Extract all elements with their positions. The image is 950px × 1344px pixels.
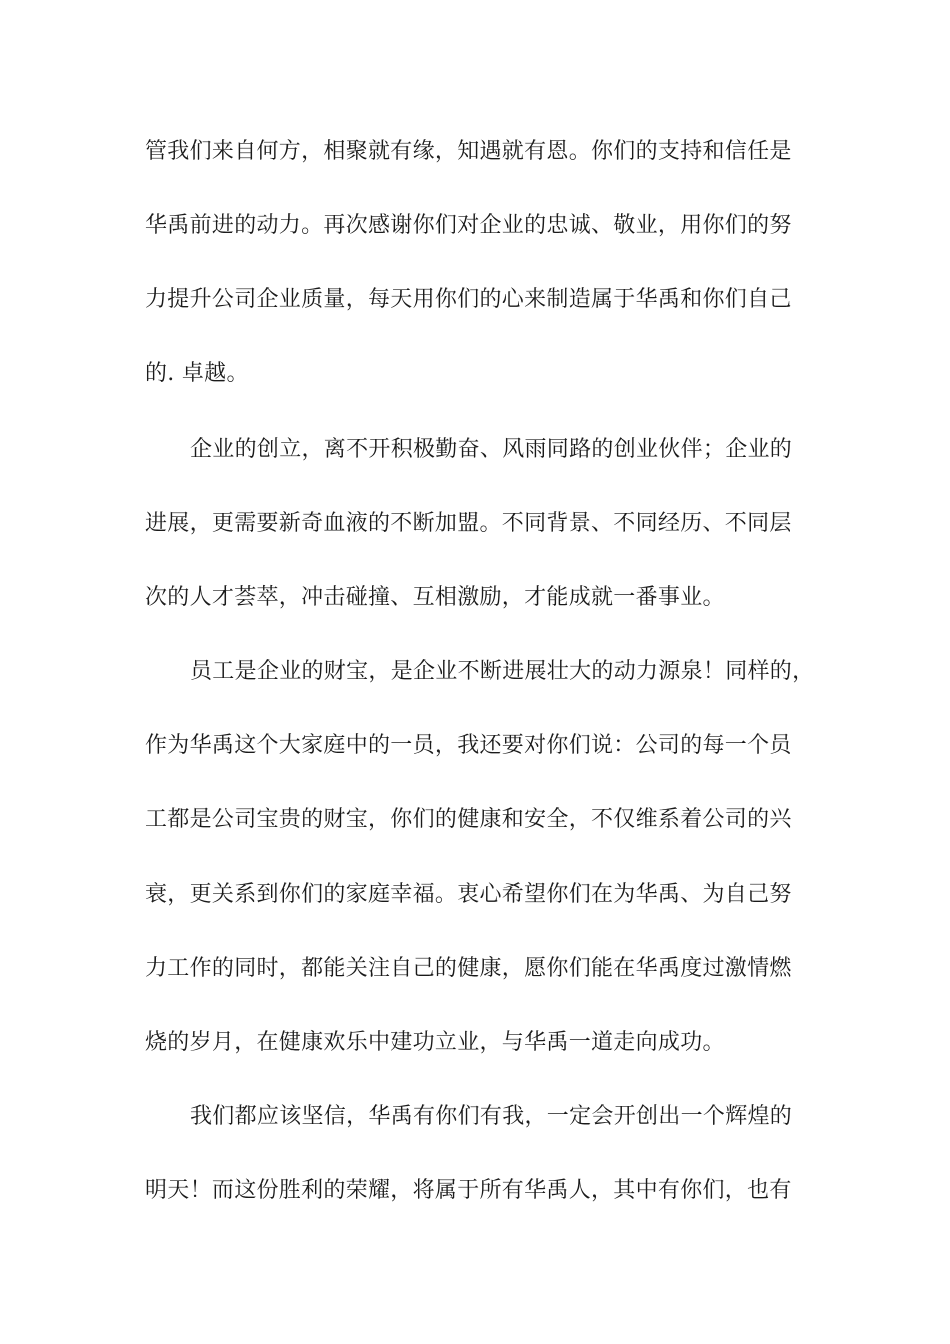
text-line: 衰，更关系到你们的家庭幸福。衷心希望你们在为华禹、为自己努 [145,882,792,907]
text-line: 进展，更需要新奇血液的不断加盟。不同背景、不同经历、不同层 [145,511,792,536]
text-line: 力工作的同时，都能关注自己的健康，愿你们能在华禹度过激情燃 [145,956,792,981]
text-line: 的. 卓越。 [145,361,249,386]
paragraph-first-line: 员工是企业的财宝，是企业不断进展壮大的动力源泉！同样的， [190,659,815,684]
text-line: 次的人才荟萃，冲击碰撞、互相激励，才能成就一番事业。 [145,585,725,610]
paragraph-first-line: 企业的创立，离不开积极勤奋、风雨同路的创业伙伴；企业的 [190,437,793,462]
text-line: 作为华禹这个大家庭中的一员，我还要对你们说：公司的每一个员 [145,733,792,758]
text-line: 明天！而这份胜利的荣耀，将属于所有华禹人，其中有你们，也有 [145,1178,792,1203]
paragraph-first-line: 我们都应该坚信，华禹有你们有我，一定会开创出一个辉煌的 [190,1104,793,1129]
text-line: 工都是公司宝贵的财宝，你们的健康和安全，不仅维系着公司的兴 [145,807,792,832]
text-line: 烧的岁月，在健康欢乐中建功立业，与华禹一道走向成功。 [145,1030,725,1055]
text-line: 管我们来自何方，相聚就有缘，知遇就有恩。你们的支持和信任是 [145,139,792,164]
text-line: 华禹前进的动力。再次感谢你们对企业的忠诚、敬业，用你们的努 [145,213,792,238]
text-line: 力提升公司企业质量，每天用你们的心来制造属于华禹和你们自己 [145,287,792,312]
